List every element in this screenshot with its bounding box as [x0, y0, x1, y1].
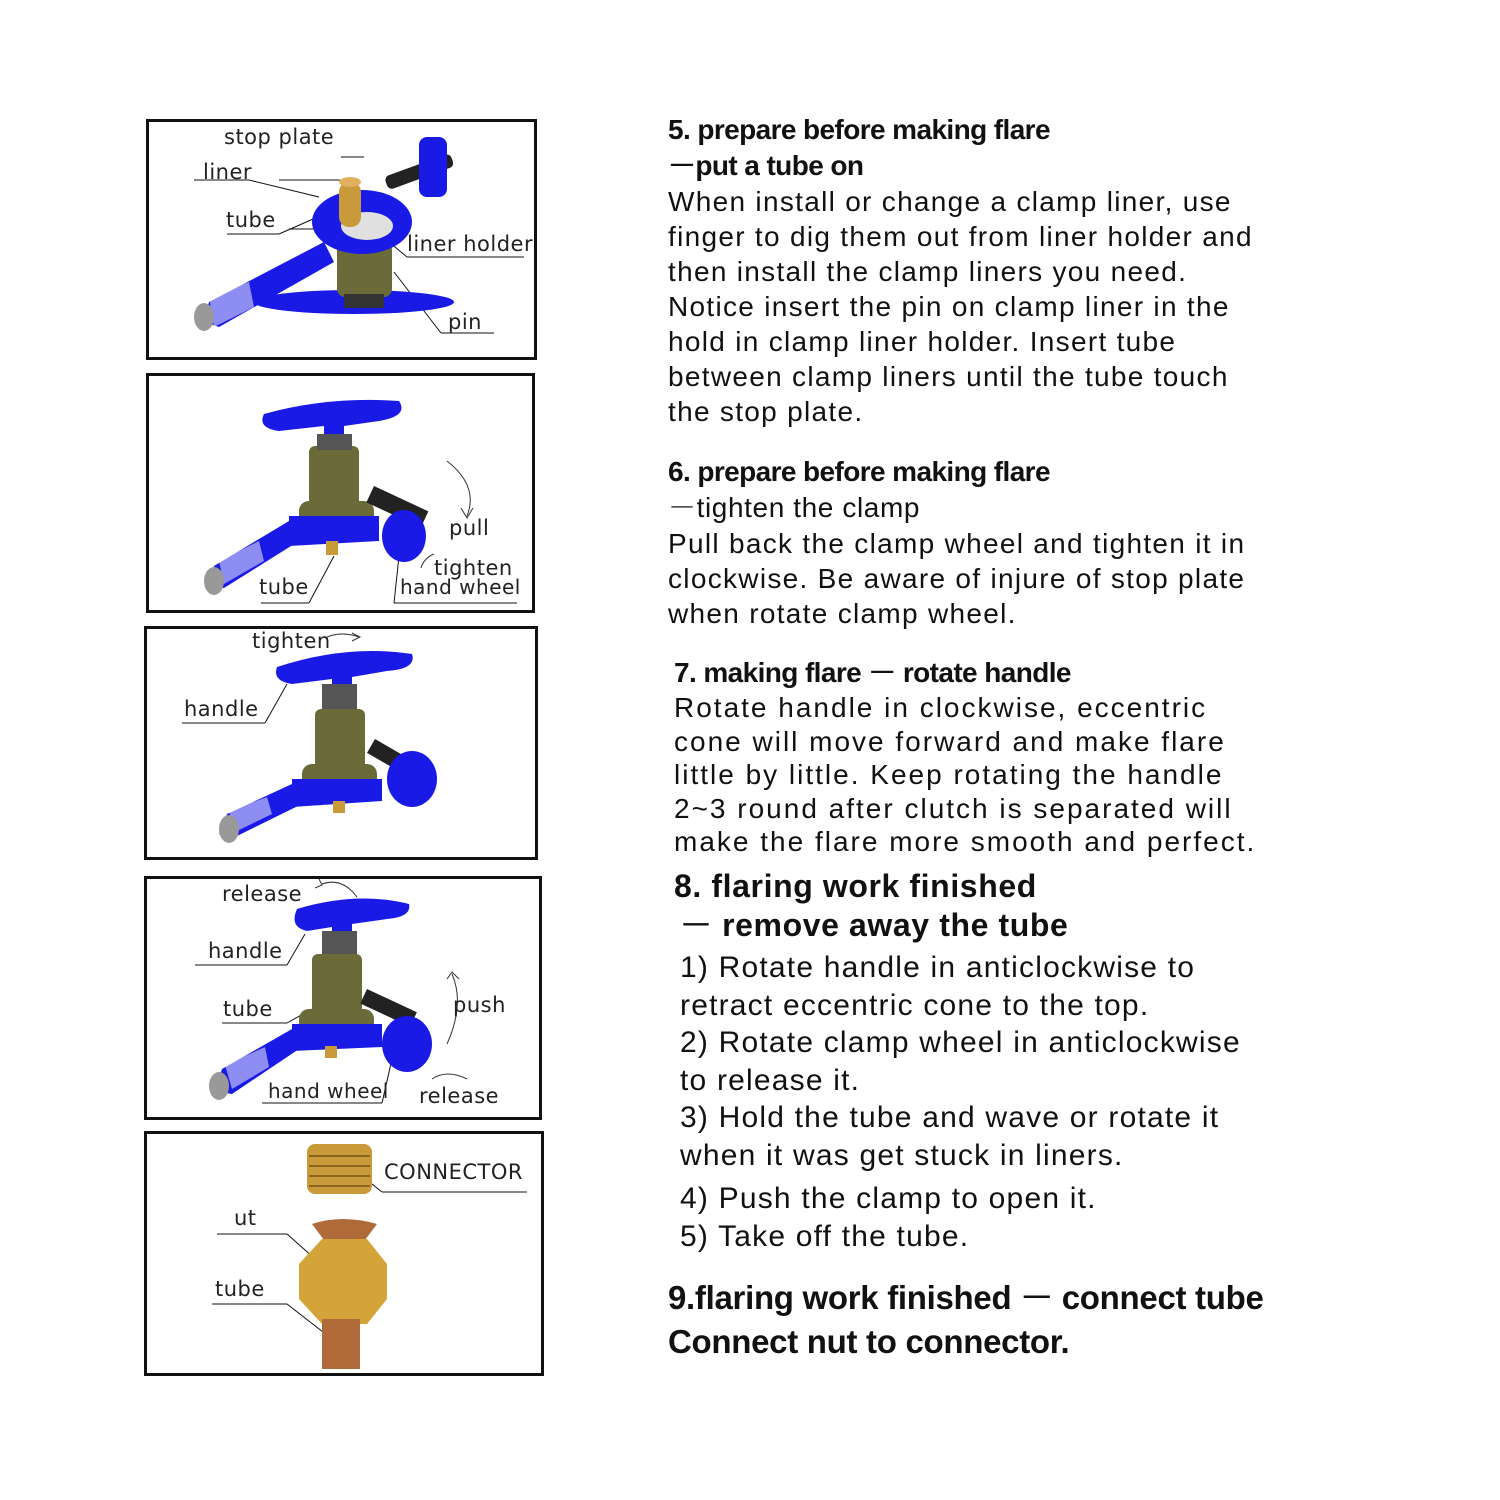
text-line: 3) Hold the tube and wave or rotate it	[680, 1101, 1220, 1134]
step-8	[674, 867, 1374, 1255]
text-line: clockwise. Be aware of injure of stop plate	[668, 563, 1246, 594]
text-line: make the flare more smooth and perfect.	[674, 826, 1257, 857]
label-handle: handle	[184, 697, 259, 721]
text-line: 2~3 round after clutch is separated will	[674, 792, 1233, 824]
text-line: 1) Rotate handle in anticlockwise to	[680, 951, 1196, 984]
label-tighten: tighten	[252, 629, 331, 653]
label-hand-wheel: hand wheel	[268, 1079, 389, 1103]
step-5	[668, 112, 1368, 429]
text-line: when rotate clamp wheel.	[668, 598, 1017, 629]
panel-connect-tube	[144, 1131, 544, 1376]
label-tube: tube	[215, 1277, 265, 1301]
text-line: Notice insert the pin on clamp liner in the	[668, 291, 1230, 322]
label-stop-plate: stop plate	[224, 125, 335, 149]
text-line: 4) Push the clamp to open it.	[680, 1182, 1097, 1215]
text-line: 5) Take off the tube.	[680, 1219, 970, 1253]
label-tube: tube	[259, 575, 309, 599]
text-line: hold in clamp liner holder. Insert tube	[668, 326, 1177, 357]
label-nut: ut	[234, 1206, 257, 1230]
step-7	[674, 655, 1374, 859]
text-line: little by little. Keep rotating the handle	[674, 759, 1224, 790]
step-7-heading: 7. making flare － rotate handle	[674, 657, 1071, 688]
label-release-bottom: release	[419, 1084, 500, 1108]
text-line: 2) Rotate clamp wheel in anticlockwise	[680, 1026, 1241, 1059]
step-8-heading: 8. flaring work finished	[674, 868, 1037, 904]
text-line: finger to dig them out from liner holder and	[668, 221, 1253, 252]
text-line: when it was get stuck in liners.	[680, 1138, 1124, 1172]
step-8-body	[680, 949, 1374, 1255]
panel-tighten-clamp	[146, 373, 535, 613]
label-connector: CONNECTOR	[384, 1160, 523, 1184]
step-9	[668, 1276, 1368, 1364]
text-line: the stop plate.	[668, 396, 864, 427]
text-line: When install or change a clamp liner, use	[668, 186, 1232, 217]
text-line: Pull back the clamp wheel and tighten it in	[668, 528, 1246, 559]
label-pin: pin	[448, 310, 482, 334]
step-8-subheading: － remove away the tube	[680, 907, 1069, 943]
panel-rotate-handle	[144, 626, 538, 860]
text-line: retract eccentric cone to the top.	[680, 988, 1150, 1022]
label-handle: handle	[208, 939, 283, 963]
label-pull: pull	[449, 516, 490, 540]
step-6-heading: 6. prepare before making flare	[668, 456, 1050, 487]
text-line: to release it.	[680, 1063, 861, 1097]
label-tube: tube	[223, 997, 273, 1021]
flaring-tool-illustration	[147, 629, 541, 863]
label-tube: tube	[226, 208, 276, 232]
text-line: then install the clamp liners you need.	[668, 256, 1188, 287]
step-9-heading: 9.flaring work finished － connect tube	[668, 1279, 1264, 1316]
label-hand-wheel: hand wheel	[400, 575, 521, 599]
step-7-body	[674, 691, 1374, 859]
panel-remove-tube	[144, 876, 542, 1120]
label-liner: liner	[203, 160, 253, 184]
step-6-subheading: －tighten the clamp	[668, 492, 921, 523]
label-tighten: tighten	[434, 556, 513, 580]
step-6-body	[668, 526, 1368, 631]
label-liner-holder: liner holder	[407, 232, 534, 256]
step-5-subheading: －put a tube on	[668, 150, 864, 181]
label-release-top: release	[222, 882, 303, 906]
text-line: cone will move forward and make flare	[674, 725, 1226, 757]
text-line: Rotate handle in clockwise, eccentric	[674, 692, 1208, 723]
step-5-heading: 5. prepare before making flare	[668, 114, 1050, 145]
text-line: between clamp liners until the tube touch	[668, 361, 1229, 392]
step-9-subheading: Connect nut to connector.	[668, 1323, 1070, 1360]
panel-put-tube-on	[146, 119, 537, 360]
step-6	[668, 454, 1368, 631]
step-5-body	[668, 184, 1368, 429]
label-push: push	[453, 993, 506, 1017]
